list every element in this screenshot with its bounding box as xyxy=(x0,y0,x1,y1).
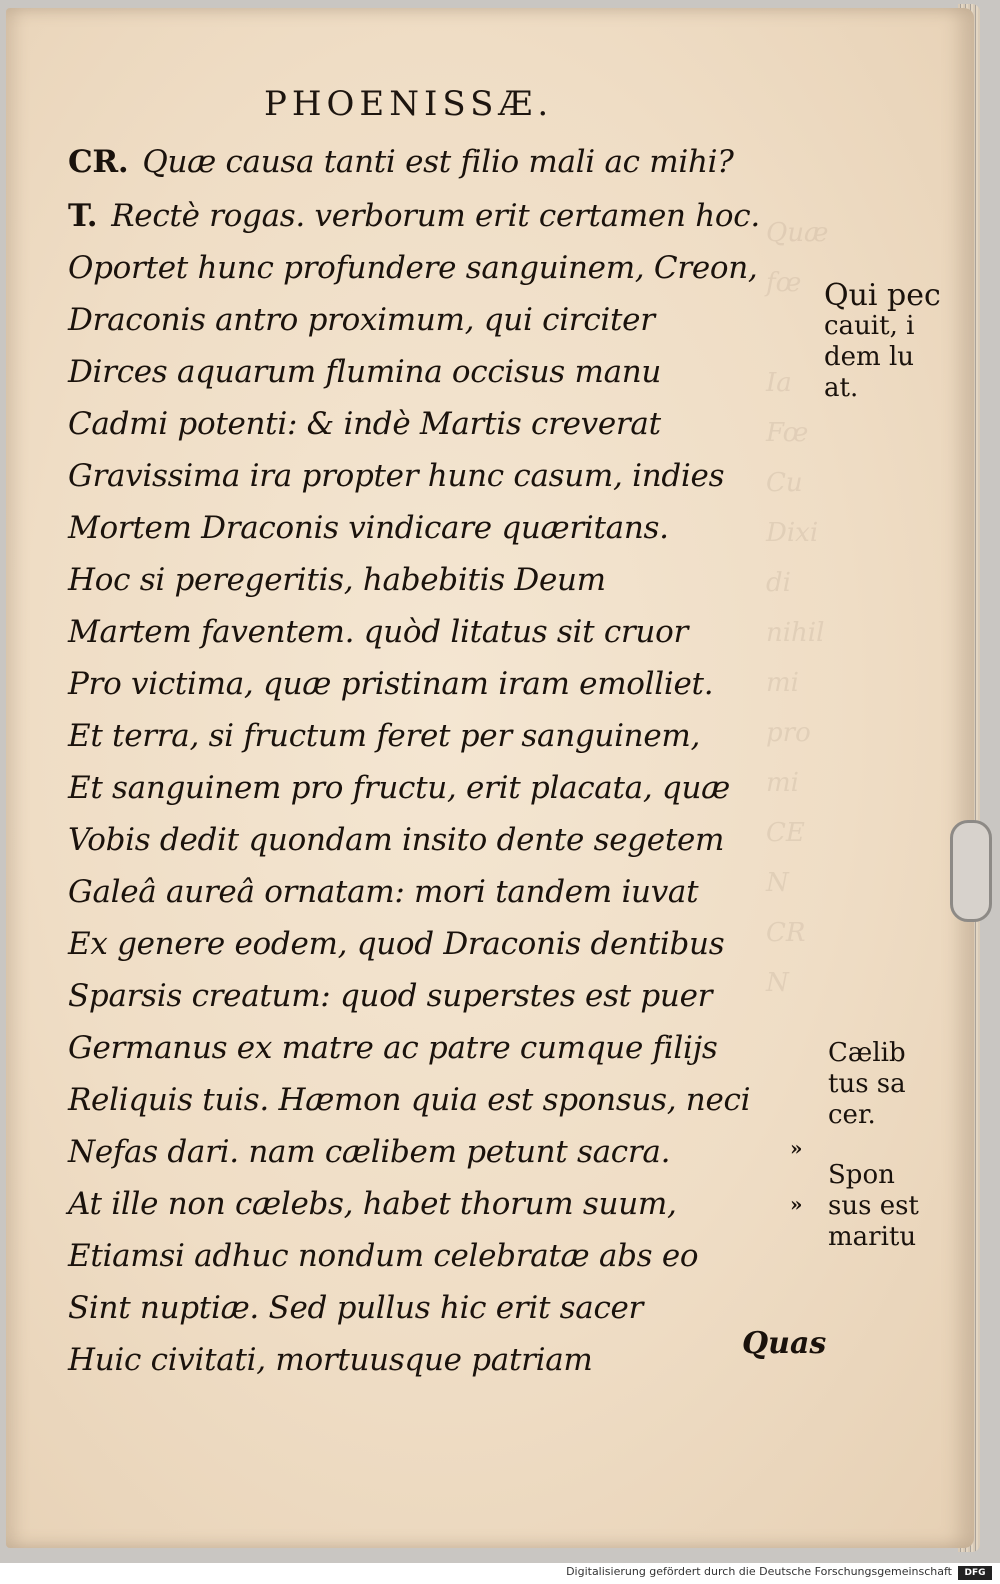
verse-line: Etiamsi adhuc nondum celebratæ abs eo xyxy=(68,1238,699,1274)
verse-line: Nefas dari. nam cælibem petunt sacra. xyxy=(68,1134,671,1170)
verse-line: Sparsis creatum: quod superstes est puer xyxy=(68,978,713,1014)
verse-line: Reliquis tuis. Hæmon quia est sponsus, neci xyxy=(68,1082,751,1118)
quote-mark: » xyxy=(790,1192,803,1216)
verse-line: Dirces aquarum flumina occisus manu xyxy=(68,354,662,390)
speaker-label: CR. xyxy=(68,144,129,180)
verse-line: Mortem Draconis vindicare quæritans. xyxy=(68,510,669,546)
verse-line: Oportet hunc profundere sanguinem, Creon, xyxy=(68,250,758,286)
verse-line: Martem faventem. quòd litatus sit cruor xyxy=(68,614,688,650)
verse-line: T. Rectè rogas. verborum erit certamen hoc. xyxy=(68,198,760,234)
verse-line: Vobis dedit quondam insito dente segetem xyxy=(68,822,725,858)
catchword: Quas xyxy=(742,1326,827,1361)
verse-line: Sint nuptiæ. Sed pullus hic erit sacer xyxy=(68,1290,644,1326)
verse-line: Cadmi potenti: & indè Martis creverat xyxy=(68,406,661,442)
marginal-note: Cælib tus sa cer. xyxy=(828,1038,906,1130)
marginal-note: Qui pec cauit, i dem lu at. xyxy=(824,278,941,403)
book-page xyxy=(6,8,974,1548)
funding-credit: Digitalisierung gefördert durch die Deutsche Forschungsgemeinschaft xyxy=(566,1565,952,1578)
verse-line: Gravissima ira propter hunc casum, indies xyxy=(68,458,725,494)
dfg-logo: DFG xyxy=(958,1566,992,1580)
verse-line: CR. Quæ causa tanti est filio mali ac mihi? xyxy=(68,144,734,180)
speaker-label: T. xyxy=(68,198,98,234)
verse-line: Pro victima, quæ pristinam iram emolliet. xyxy=(68,666,714,702)
verse-line: Et sanguinem pro fructu, erit placata, quæ xyxy=(68,770,730,806)
verse-line: Hoc si peregeritis, habebitis Deum xyxy=(68,562,606,598)
bleed-through-text: Quæ fœ Ia Fœ Cu Dixi di nihil mi pro mi CE N CR N xyxy=(766,218,829,998)
verse-line: At ille non cælebs, habet thorum suum, xyxy=(68,1186,677,1222)
verse-line: Et terra, si fructum feret per sanguinem, xyxy=(68,718,701,754)
running-header: PHOENISSÆ. xyxy=(264,84,554,124)
verse-line: Ex genere eodem, quod Draconis dentibus xyxy=(68,926,725,962)
verse-line: Huic civitati, mortuusque patriam xyxy=(68,1342,593,1378)
marginal-note: Spon sus est maritu xyxy=(828,1160,919,1252)
book-clasp xyxy=(950,820,992,922)
verse-line: Germanus ex matre ac patre cumque filijs xyxy=(68,1030,718,1066)
footer-bar xyxy=(0,1563,1000,1584)
quote-mark: » xyxy=(790,1136,803,1160)
verse-line: Galeâ aureâ ornatam: mori tandem iuvat xyxy=(68,874,699,910)
verse-line: Draconis antro proximum, qui circiter xyxy=(68,302,655,338)
